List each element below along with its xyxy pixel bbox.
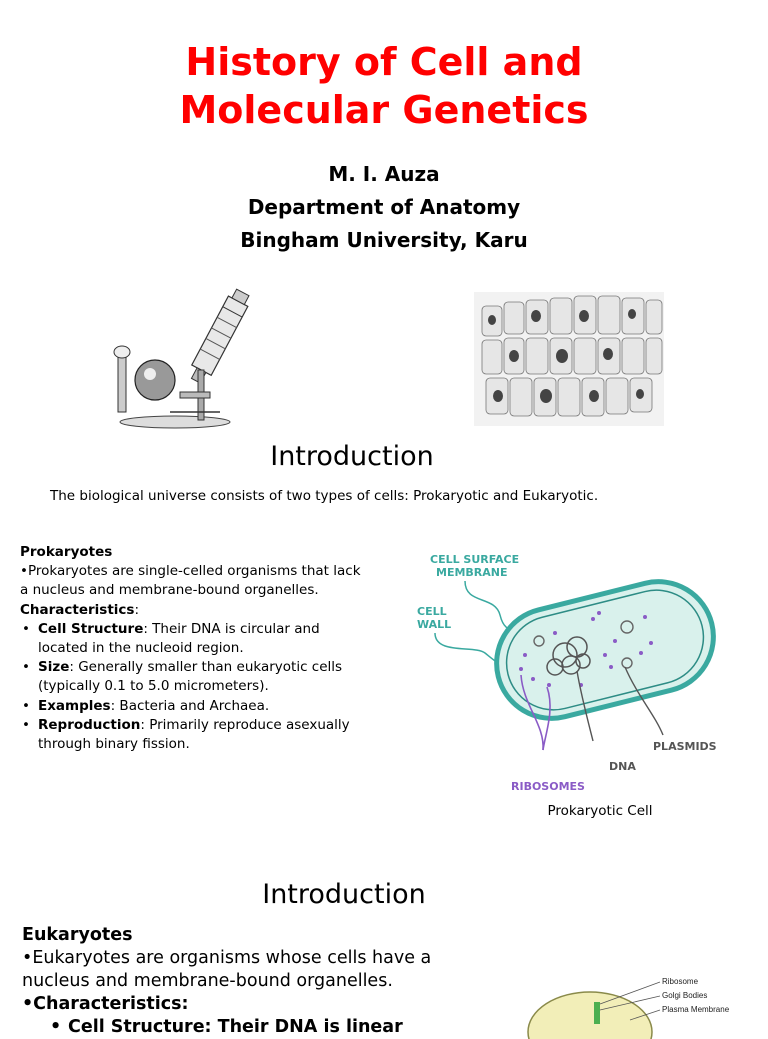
characteristics-label: •Characteristics: — [22, 994, 189, 1014]
label-ribosome: Ribosome — [662, 977, 699, 986]
slide-heading: Introduction — [270, 441, 434, 472]
prokaryotes-definition: •Prokaryotes are single-celled organisms that lack a nucleus and membrane-bound organelles. — [20, 563, 361, 599]
characteristics-list — [22, 1016, 442, 1039]
microscope-illustration — [100, 282, 250, 432]
eukaryotic-cell-diagram — [520, 972, 768, 1024]
intro-paragraph: The biological universe consists of two types of cells: Prokaryotic and Eukaryotic. — [50, 488, 599, 504]
prokaryotes-section — [20, 543, 365, 754]
title-line-2: Molecular Genetics — [179, 88, 589, 132]
label-plasmids: PLASMIDS — [653, 740, 717, 753]
eukaryotes-section — [22, 924, 442, 1039]
eukaryotes-heading: Eukaryotes — [22, 925, 133, 945]
label-wall-1: CELL — [417, 605, 447, 618]
title-line-1: History of Cell and — [185, 40, 583, 84]
label-golgi: Golgi Bodies — [662, 991, 708, 1000]
label-plasma-membrane: Plasma Membrane — [662, 1005, 730, 1014]
author-name: M. I. Auza — [328, 162, 440, 186]
prokaryotes-heading: Prokaryotes — [20, 544, 113, 560]
label-ribosomes: RIBOSOMES — [511, 780, 585, 793]
list-item: • Examples: Bacteria and Archaea. — [20, 697, 365, 716]
label-membrane-2: MEMBRANE — [436, 566, 508, 579]
list-item: • Cell Structure: Their DNA is linear — [46, 1016, 442, 1039]
label-wall-2: WALL — [417, 618, 452, 631]
label-membrane-1: CELL SURFACE — [430, 553, 520, 566]
list-item: • Cell Structure: Their DNA is circular and located in the nucleoid region. — [20, 620, 365, 658]
prokaryotic-cell-diagram — [405, 545, 725, 800]
label-dna: DNA — [609, 760, 636, 773]
diagram-caption: Prokaryotic Cell — [547, 803, 653, 819]
eukaryotes-definition: •Eukaryotes are organisms whose cells have a nucleus and membrane-bound organelles. — [22, 948, 432, 991]
author-block — [0, 158, 768, 257]
intro-slide — [0, 440, 768, 860]
eukaryotes-slide — [0, 860, 768, 1037]
title-slide — [0, 0, 768, 440]
plant-cells-drawing — [474, 292, 664, 426]
slide-heading: Introduction — [262, 879, 426, 910]
list-item: • Size: Generally smaller than eukaryotic cells (typically 0.1 to 5.0 micrometers). — [20, 658, 365, 696]
page-title — [0, 38, 768, 134]
characteristics-list — [20, 620, 365, 754]
list-item: • Reproduction: Primarily reproduce asexually through binary fission. — [20, 716, 365, 754]
characteristics-label: Characteristics: — [20, 601, 140, 618]
department: Department of Anatomy — [247, 195, 521, 219]
university: Bingham University, Karu — [240, 228, 528, 252]
